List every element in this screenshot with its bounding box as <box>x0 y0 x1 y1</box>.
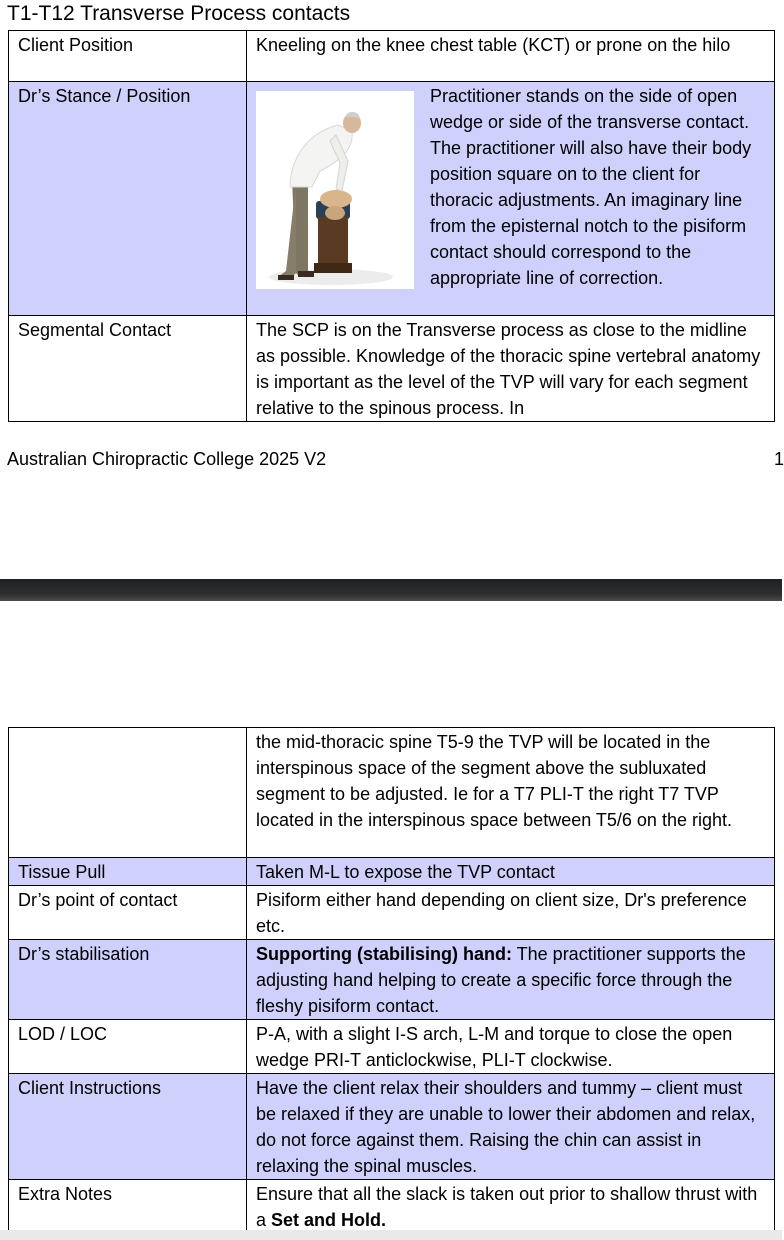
footer-text: Australian Chiropractic College 2025 V2 <box>7 449 327 469</box>
row-content <box>247 82 775 316</box>
row-label: Client Instructions <box>9 1074 247 1180</box>
row-label: Client Position <box>9 31 247 82</box>
page-number: 1 <box>774 449 784 469</box>
table-row <box>9 1180 775 1234</box>
row-text: The SCP is on the Transverse process as close to the midline as possible. Knowledge of the thoracic spine vertebral anatomy is important as the level of the TVP will vary for each segment relative to the spinous process. In <box>247 316 775 422</box>
table-row <box>9 858 775 886</box>
document-page-2 <box>0 601 782 1240</box>
stance-description: Practitioner stands on the side of open wedge or side of the transverse contact. The practitioner will also have their body position square on to the client for thoracic adjustments. An imaginary line from the episternal notch to the pisiform contact should correspond to the appropriate line of correction. <box>430 86 752 288</box>
row-text: Have the client relax their shoulders and tummy – client must be relaxed if they are unable to lower their abdomen and relax, do not force against them. Raising the chin can assist in relaxing the spinal muscles. <box>247 1074 775 1180</box>
bold-end: Set and Hold. <box>271 1210 387 1230</box>
row-label: Dr’s stabilisation <box>9 940 247 1020</box>
row-text <box>247 940 775 1020</box>
row-text: Kneeling on the knee chest table (KCT) or prone on the hilo <box>247 31 775 82</box>
table-row <box>9 82 775 316</box>
document-page-1 <box>0 0 782 579</box>
technique-table-page-2 <box>8 727 775 1234</box>
row-label: LOD / LOC <box>9 1020 247 1074</box>
table-row <box>9 31 775 82</box>
row-label: Segmental Contact <box>9 316 247 422</box>
table-row <box>9 940 775 1020</box>
page-divider <box>0 579 782 601</box>
row-label <box>9 728 247 858</box>
row-text <box>247 1180 775 1234</box>
technique-table-page-1 <box>8 30 775 422</box>
row-label: Tissue Pull <box>9 858 247 886</box>
table-row <box>9 886 775 940</box>
table-row <box>9 316 775 422</box>
bold-lead: Supporting (stabilising) hand: <box>256 944 512 964</box>
row-text-body: The practitioner supports the adjusting hand helping to create a specific force through the fleshy pisiform contact. <box>256 944 746 1016</box>
page-bottom-edge <box>0 1230 782 1240</box>
table-row <box>9 1074 775 1180</box>
row-text: Taken M-L to expose the TVP contact <box>247 858 775 886</box>
table-row <box>9 1020 775 1074</box>
row-text: P-A, with a slight I-S arch, L-M and torque to close the open wedge PRI-T anticlockwise, PLI-T clockwise. <box>247 1020 775 1074</box>
row-text: the mid-thoracic spine T5-9 the TVP will be located in the interspinous space of the segment above the subluxated segment to be adjusted. Ie for a T7 PLI-T the right T7 TVP located in the interspinous space between T5/6 on the right. <box>247 728 775 858</box>
row-label: Dr’s point of contact <box>9 886 247 940</box>
row-label: Extra Notes <box>9 1180 247 1234</box>
row-text: Pisiform either hand depending on client size, Dr's preference etc. <box>247 886 775 940</box>
row-text-body: Ensure that all the slack is taken out prior to shallow thrust with a <box>256 1184 758 1230</box>
row-label: Dr’s Stance / Position <box>9 82 247 316</box>
table-row <box>9 728 775 858</box>
practitioner-illustration <box>256 91 414 289</box>
page-title: T1-T12 Transverse Process contacts <box>7 2 351 25</box>
practitioner-photo <box>256 91 414 289</box>
